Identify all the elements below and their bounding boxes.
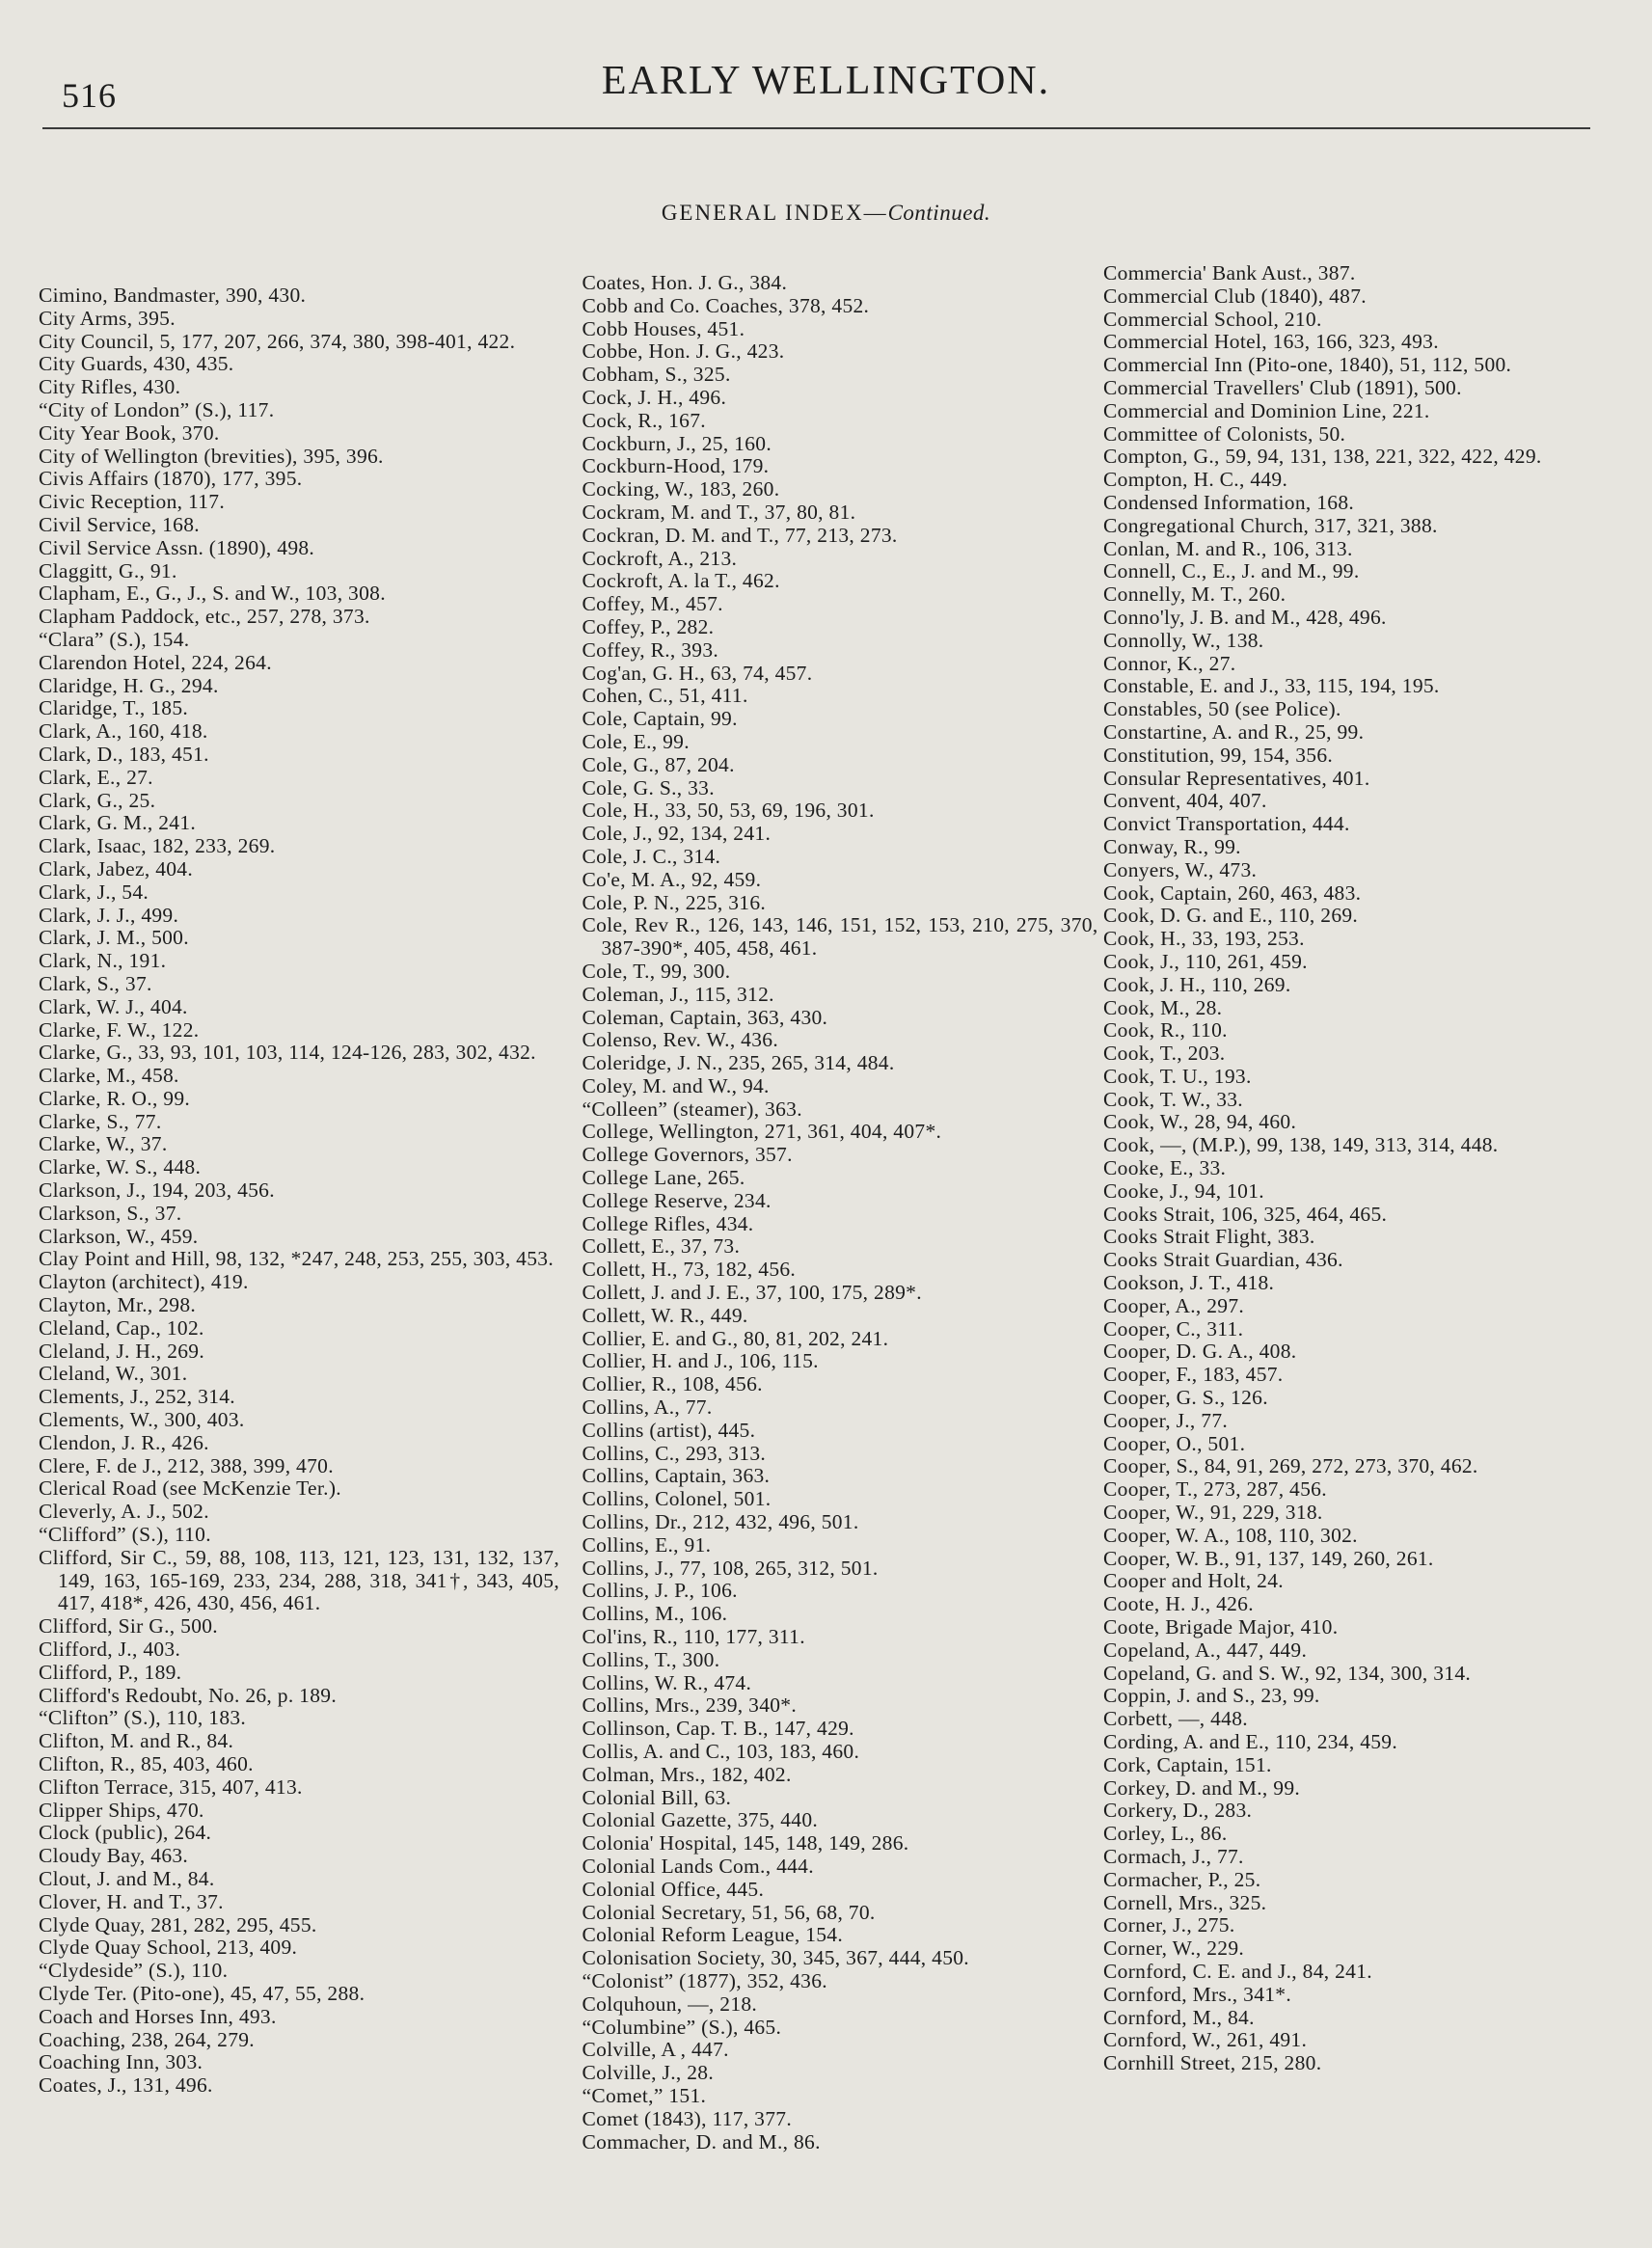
index-entry: City Year Book, 370. [39,420,220,445]
index-entry: Coates, J., 131, 496. [39,2073,213,2098]
index-entry: Cobb Houses, 451. [582,316,745,340]
index-entry: Cole, J. C., 314. [582,844,721,868]
index-entry: Compton, G., 59, 94, 131, 138, 221, 322, 422, 429. [1103,445,1542,469]
index-entry: City of Wellington (brevities), 395, 396. [39,444,384,468]
index-entry: Constartine, A. and R., 25, 99. [1103,719,1365,744]
index-entry: Cornford, Mrs., 341*. [1103,1982,1292,2006]
index-entry: Collins, M., 106. [582,1602,728,1626]
index-entry: Collins, Captain, 363. [582,1464,771,1488]
index-entry: “Clara” (S.), 154. [39,627,190,651]
header-rule [42,127,1590,129]
index-entry: Coffey, P., 282. [582,614,715,638]
index-entry: Cooper, W., 91, 229, 318. [1103,1501,1323,1525]
index-entry: Collins, A., 77. [582,1395,713,1420]
index-entry: Cook, H., 33, 193, 253. [1103,927,1305,951]
index-entry: “Columbine” (S.), 465. [582,2015,782,2039]
index-entry: Colman, Mrs., 182, 402. [582,1762,792,1786]
index-entry: Co'e, M. A., 92, 459. [582,867,762,891]
index-column-3 [1103,262,1629,2153]
index-entry: College Lane, 265. [582,1166,745,1190]
index-entry: Colonia' Hospital, 145, 148, 149, 286. [582,1831,909,1855]
index-entry: Cooper and Holt, 24. [1103,1569,1284,1593]
index-entry: Copeland, G. and S. W., 92, 134, 300, 314. [1103,1661,1472,1685]
index-entry: Conlan, M. and R., 106, 313. [1103,536,1353,560]
index-entry: Corbett, —, 448. [1103,1707,1248,1731]
index-entry: Cockroft, A., 213. [582,546,738,570]
index-entry: Civis Affairs (1870), 177, 395. [39,467,303,491]
index-entry: Colonial Secretary, 51, 56, 68, 70. [582,1900,876,1924]
index-entry: Collins, E., 91. [582,1532,712,1557]
index-entry: City Council, 5, 177, 207, 266, 374, 380, 398-401, 422. [39,329,516,353]
index-entry: Compton, H. C., 449. [1103,468,1288,492]
index-entry: Clarendon Hotel, 224, 264. [39,650,272,674]
index-entry: Colenso, Rev. W., 436. [582,1028,778,1052]
index-entry: Corner, W., 229. [1103,1937,1245,1961]
index-entry: Collett, J. and J. E., 37, 100, 175, 289*. [582,1281,922,1305]
index-entry: Clifford's Redoubt, No. 26, p. 189. [39,1683,338,1707]
index-entry: Clout, J. and M., 84. [39,1866,215,1890]
index-entry: Cocking, W., 183, 260. [582,477,780,501]
index-entry: Cook, T., 203. [1103,1042,1226,1066]
index-entry: Clements, J., 252, 314. [39,1385,235,1409]
index-entry: Clayton, Mr., 298. [39,1293,197,1317]
index-entry: Clay Point and Hill, 98, 132, *247, 248, 253, 255, 303, 453. [39,1247,554,1271]
index-entry: Cooper, T., 273, 287, 456. [1103,1477,1327,1502]
index-entry: Cook, D. G. and E., 110, 269. [1103,904,1359,928]
index-entry: Collier, H. and J., 106, 115. [582,1349,819,1373]
index-entry: Cleverly, A. J., 502. [39,1500,209,1524]
index-entry: Clyde Quay School, 213, 409. [39,1936,298,1960]
index-entry: Cobbe, Hon. J. G., 423. [582,339,785,364]
index-entry: Cooke, E., 33. [1103,1156,1227,1180]
index-entry: Cook, J., 110, 261, 459. [1103,949,1308,973]
index-entry: City Arms, 395. [39,306,176,330]
index-entry: Civic Reception, 117. [39,490,225,514]
index-entry: Collett, W. R., 449. [582,1303,748,1327]
index-entry: Constable, E. and J., 33, 115, 194, 195. [1103,674,1440,698]
index-entry: Clements, W., 300, 403. [39,1408,245,1432]
index-entry: Clyde Ter. (Pito-one), 45, 47, 55, 288. [39,1981,366,2005]
index-entry: Cleland, W., 301. [39,1362,188,1386]
index-entry: Cookson, J. T., 418. [1103,1271,1275,1295]
index-entry: Coley, M. and W., 94. [582,1073,770,1097]
index-entry: Cooper, O., 501. [1103,1431,1246,1455]
index-entry: Cooper, F., 183, 457. [1103,1363,1284,1387]
index-entry: Cooper, C., 311. [1103,1316,1244,1341]
index-entry: Cook, Captain, 260, 463, 483. [1103,880,1362,905]
index-entry: Corkey, D. and M., 99. [1103,1775,1301,1800]
index-entry: Conyers, W., 473. [1103,857,1258,881]
index-entry: Cornell, Mrs., 325. [1103,1890,1267,1914]
index-entry: Collier, R., 108, 456. [582,1372,763,1396]
index-entry: Cooks Strait, 106, 325, 464, 465. [1103,1202,1388,1226]
index-entry: Collins, J. P., 106. [582,1579,738,1603]
index-entry: Commercial Club (1840), 487. [1103,284,1367,308]
index-entry: Clere, F. de J., 212, 388, 399, 470. [39,1453,334,1477]
index-entry: Clifton, R., 85, 403, 460. [39,1752,254,1775]
index-entry: Colville, J., 28. [582,2061,714,2085]
index-entry: Commercial Travellers' Club (1891), 500. [1103,375,1462,399]
index-entry: College Governors, 357. [582,1143,793,1167]
index-entry: Committee of Colonists, 50. [1103,421,1346,446]
index-columns [39,258,1629,2153]
index-entry: Cole, P. N., 225, 316. [582,890,767,914]
index-entry: Coote, H. J., 426. [1103,1592,1254,1616]
index-entry: Cole, G., 87, 204. [582,752,735,776]
index-entry: Clarkson, W., 459. [39,1224,199,1248]
index-entry: Conway, R., 99. [1103,834,1241,858]
index-entry: Civil Service Assn. (1890), 498. [39,535,315,559]
index-entry: Collins, C., 293, 313. [582,1441,767,1465]
index-entry: Commercial Inn (Pito-one, 1840), 51, 112, 500. [1103,353,1512,377]
index-entry: Cook, M., 28. [1103,995,1223,1019]
index-entry: Cobham, S., 325. [582,363,731,387]
index-entry: Commacher, D. and M., 86. [582,2129,821,2153]
index-entry: Collett, E., 37, 73. [582,1234,741,1259]
index-entry: Clark, S., 37. [39,971,152,995]
index-entry: Connor, K., 27. [1103,651,1236,675]
section-title-main: GENERAL INDEX [661,201,864,225]
index-entry: Collins, Mrs., 239, 340*. [582,1693,798,1718]
index-entry: Corley, L., 86. [1103,1822,1228,1846]
index-entry: Clifton, M. and R., 84. [39,1729,234,1753]
index-entry: Clapham Paddock, etc., 257, 278, 373. [39,605,370,629]
index-entry: Cooper, S., 84, 91, 269, 272, 273, 370, 462. [1103,1454,1478,1478]
index-entry: Cole, Rev R., 126, 143, 146, 151, 152, 153, 210, 275, 370, 387-390*, 405, 458, 461. [582,913,1098,961]
index-entry: Cook, R., 110. [1103,1018,1228,1043]
index-entry: Comet (1843), 117, 377. [582,2106,793,2130]
index-entry: College Rifles, 434. [582,1211,754,1235]
index-entry: Clapham, E., G., J., S. and W., 103, 308. [39,582,386,606]
index-entry: Clarke, M., 458. [39,1064,179,1088]
index-entry: Clendon, J. R., 426. [39,1430,209,1454]
index-entry: Corkery, D., 283. [1103,1799,1253,1823]
index-entry: Cooke, J., 94, 101. [1103,1178,1264,1203]
index-entry: Collinson, Cap. T. B., 147, 429. [582,1717,854,1741]
index-entry: Commercial Hotel, 163, 166, 323, 493. [1103,330,1439,354]
index-entry: Coates, Hon. J. G., 384. [582,271,788,294]
index-entry: Clerical Road (see McKenzie Ter.). [39,1476,341,1501]
index-entry: Constitution, 99, 154, 356. [1103,743,1334,767]
index-entry: Cooper, A., 297. [1103,1293,1245,1317]
index-entry: Cole, G. S., 33. [582,775,715,799]
index-entry: Colonial Office, 445. [582,1877,765,1901]
index-entry: Cockran, D. M. and T., 77, 213, 273. [582,523,898,547]
index-entry: Claridge, H. G., 294. [39,673,219,697]
index-entry: Clark, W. J., 404. [39,994,188,1018]
index-entry: Cooper, W. B., 91, 137, 149, 260, 261. [1103,1546,1434,1570]
index-entry: Cooks Strait Flight, 383. [1103,1225,1315,1249]
index-entry: College, Wellington, 271, 361, 404, 407*. [582,1120,942,1144]
index-entry: Claggitt, G., 91. [39,558,177,582]
index-entry: “Clifton” (S.), 110, 183. [39,1706,247,1730]
index-entry: Collins, W. R., 474. [582,1670,752,1694]
index-entry: Cornford, C. E. and J., 84, 241. [1103,1959,1372,1983]
index-entry: Colonisation Society, 30, 345, 367, 444, 450. [582,1946,969,1970]
index-entry: Cock, J. H., 496. [582,385,727,409]
index-entry: Condensed Information, 168. [1103,490,1355,514]
index-entry: Cording, A. and E., 110, 234, 459. [1103,1730,1398,1753]
index-entry: Cooper, G. S., 126. [1103,1386,1268,1410]
index-entry: “City of London” (S.), 117. [39,397,275,421]
index-entry: Cornford, M., 84. [1103,2005,1255,2029]
index-column-1 [39,284,559,2153]
index-entry: Cook, T. W., 33. [1103,1087,1243,1111]
section-title: GENERAL INDEX—Continued. [661,201,991,225]
index-column-2 [582,272,1098,2153]
index-entry: Cole, E., 99. [582,729,690,753]
index-entry: Cormacher, P., 25. [1103,1867,1261,1891]
index-entry: Clark, J. J., 499. [39,903,179,927]
index-entry: Cimino, Bandmaster, 390, 430. [39,284,307,307]
index-entry: Cleland, Cap., 102. [39,1315,204,1340]
index-entry: Copeland, A., 447, 449. [1103,1638,1308,1662]
index-entry: Cork, Captain, 151. [1103,1752,1272,1776]
index-entry: Cole, H., 33, 50, 53, 69, 196, 301. [582,799,875,823]
index-entry: Cornhill Street, 215, 280. [1103,2051,1322,2075]
index-entry: “Clifford” (S.), 110. [39,1523,211,1547]
index-entry: “Comet,” 151. [582,2083,707,2107]
index-entry: Col'ins, R., 110, 177, 311. [582,1625,805,1649]
index-entry: Clark, D., 183, 451. [39,742,209,766]
index-entry: Collett, H., 73, 182, 456. [582,1258,797,1282]
index-entry: Clifford, Sir C., 59, 88, 108, 113, 121, 123, 131, 132, 137, 149, 163, 165-169, 233, 234, 288, 318, 341†, 343, 405, 417, 418*, 426, 430, 456, 461. [39,1545,559,1615]
index-entry: Coote, Brigade Major, 410. [1103,1615,1339,1639]
index-entry: Clarke, W., 37. [39,1132,168,1156]
index-entry: Cobb and Co. Coaches, 378, 452. [582,293,870,317]
index-entry: Colonial Reform League, 154. [582,1923,844,1947]
index-entry: Clark, E., 27. [39,765,153,789]
index-entry: Convent, 404, 407. [1103,789,1267,813]
index-entry: Clark, Isaac, 182, 233, 269. [39,834,276,858]
index-entry: Coffey, M., 457. [582,592,723,616]
index-entry: Cornford, W., 261, 491. [1103,2028,1308,2052]
index-entry: Convict Transportation, 444. [1103,812,1350,836]
index-entry: Clarke, F. W., 122. [39,1017,200,1042]
index-entry: Clark, A., 160, 418. [39,719,208,744]
index-entry: Collins (artist), 445. [582,1418,756,1442]
index-entry: Clarke, R. O., 99. [39,1086,191,1110]
index-entry: Cormach, J., 77. [1103,1844,1244,1868]
index-entry: Cooper, J., 77. [1103,1408,1229,1432]
index-entry: Clarke, W. S., 448. [39,1155,202,1179]
index-entry: City Rifles, 430. [39,375,181,399]
index-entry: Coach and Horses Inn, 493. [39,2004,277,2028]
index-entry: Colonial Gazette, 375, 440. [582,1808,819,1832]
index-entry: Coleman, Captain, 363, 430. [582,1005,828,1029]
index-entry: Connell, C., E., J. and M., 99. [1103,559,1360,583]
index-entry: Coppin, J. and S., 23, 99. [1103,1684,1320,1708]
index-entry: Collins, T., 300. [582,1647,720,1671]
index-entry: Cockram, M. and T., 37, 80, 81. [582,500,856,524]
index-entry: Clifford, J., 403. [39,1638,181,1662]
index-entry: “Clydeside” (S.), 110. [39,1959,229,1983]
index-entry: Corner, J., 275. [1103,1913,1235,1937]
index-entry: Cloudy Bay, 463. [39,1844,189,1868]
index-entry: Colonial Lands Com., 444. [582,1854,814,1878]
index-entry: Clarkson, J., 194, 203, 456. [39,1178,275,1203]
index-entry: Collis, A. and C., 103, 183, 460. [582,1740,860,1763]
index-entry: Cook, W., 28, 94, 460. [1103,1110,1297,1134]
index-entry: Commercia' Bank Aust., 387. [1103,261,1356,284]
index-entry: Clark, J., 54. [39,880,149,904]
index-entry: Clarke, S., 77. [39,1109,162,1133]
index-entry: Colonial Bill, 63. [582,1785,732,1809]
index-entry: Clark, Jabez, 404. [39,856,194,880]
index-entry: “Colonist” (1877), 352, 436. [582,1968,827,1992]
index-entry: Claridge, T., 185. [39,696,189,720]
index-entry: Coaching Inn, 303. [39,2050,203,2074]
index-entry: Collins, Colonel, 501. [582,1487,772,1511]
index-entry: Cole, Captain, 99. [582,707,738,731]
index-entry: Clipper Ships, 470. [39,1798,204,1822]
index-entry: Coffey, R., 393. [582,637,719,662]
index-entry: Cockroft, A. la T., 462. [582,569,780,593]
index-entry: Cog'an, G. H., 63, 74, 457. [582,661,813,685]
index-entry: Clayton (architect), 419. [39,1270,249,1294]
index-entry: “Colleen” (steamer), 363. [582,1097,802,1121]
section-title-continued: Continued. [887,201,991,225]
index-entry: Collins, Dr., 212, 432, 496, 501. [582,1510,859,1534]
index-entry: Cooper, D. G. A., 408. [1103,1340,1297,1364]
index-entry: Cooper, W. A., 108, 110, 302. [1103,1523,1358,1547]
index-entry: Conno'ly, J. B. and M., 428, 496. [1103,605,1387,629]
index-entry: Cook, J. H., 110, 269. [1103,972,1291,996]
index-entry: Clifford, P., 189. [39,1660,182,1684]
index-entry: College Reserve, 234. [582,1188,772,1212]
index-entry: Cockburn, J., 25, 160. [582,431,772,455]
index-entry: Cook, —, (M.P.), 99, 138, 149, 313, 314, 448. [1103,1133,1499,1157]
index-entry: Cock, R., 167. [582,408,706,432]
index-entry: Civil Service, 168. [39,512,200,536]
index-entry: Constables, 50 (see Police). [1103,697,1341,721]
index-entry: Consular Representatives, 401. [1103,766,1370,790]
index-entry: Collier, E. and G., 80, 81, 202, 241. [582,1326,889,1350]
index-entry: Connelly, M. T., 260. [1103,582,1286,607]
index-entry: Clark, J. M., 500. [39,926,189,950]
page-number: 516 [62,76,117,115]
index-entry: Coaching, 238, 264, 279. [39,2027,255,2051]
index-entry: Collins, J., 77, 108, 265, 312, 501. [582,1556,879,1580]
index-entry: Colquhoun, —, 218. [582,1991,758,2016]
index-entry: Coleridge, J. N., 235, 265, 314, 484. [582,1051,895,1075]
index-entry: City Guards, 430, 435. [39,352,234,376]
book-title: EARLY WELLINGTON. [601,59,1051,103]
index-entry: Cleland, J. H., 269. [39,1339,205,1363]
index-entry: Cole, J., 92, 134, 241. [582,822,772,846]
index-entry: Clock (public), 264. [39,1821,212,1845]
index-entry: Congregational Church, 317, 321, 388. [1103,513,1438,537]
index-entry: Connolly, W., 138. [1103,628,1264,652]
index-entry: Clover, H. and T., 37. [39,1889,224,1913]
index-entry: Clyde Quay, 281, 282, 295, 455. [39,1912,317,1937]
index-entry: Clark, N., 191. [39,949,167,973]
index-entry: Cockburn-Hood, 179. [582,454,770,478]
index-entry: Colville, A , 447. [582,2038,729,2062]
index-entry: Clark, G., 25. [39,788,156,812]
index-entry: Clarke, G., 33, 93, 101, 103, 114, 124-126, 283, 302, 432. [39,1041,536,1065]
index-entry: Commercial School, 210. [1103,307,1322,331]
index-entry: Cohen, C., 51, 411. [582,684,748,708]
index-entry: Cole, T., 99, 300. [582,959,731,983]
index-entry: Coleman, J., 115, 312. [582,982,774,1006]
index-entry: Clarkson, S., 37. [39,1201,182,1225]
index-entry: Clifton Terrace, 315, 407, 413. [39,1774,303,1799]
index-entry: Commercial and Dominion Line, 221. [1103,398,1430,422]
index-entry: Cooks Strait Guardian, 436. [1103,1248,1343,1272]
index-entry: Clark, G. M., 241. [39,811,197,835]
index-entry: Clifford, Sir G., 500. [39,1614,218,1639]
index-entry: Cook, T. U., 193. [1103,1064,1252,1088]
